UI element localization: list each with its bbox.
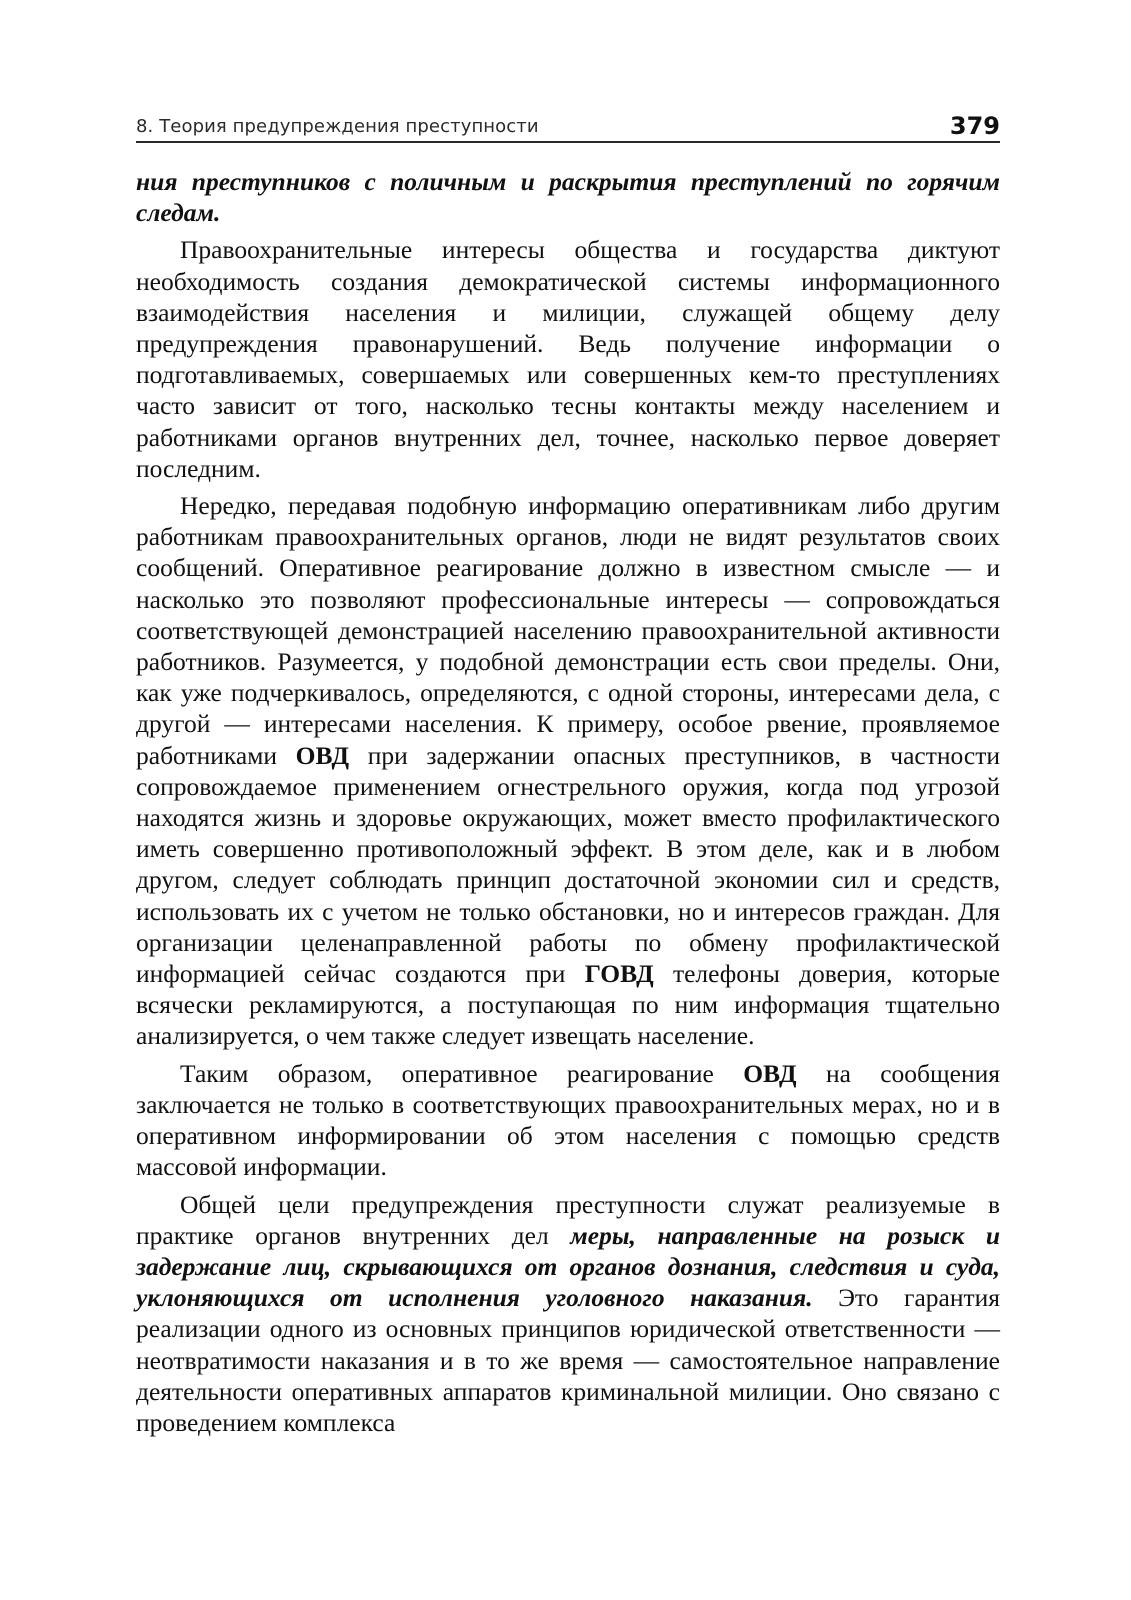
text-segment: при задержании опасных преступников, в частности сопровождаемое применением огнестрельного оружия, когда под угрозой находятся жизнь и здоровье окружающих, может вместо профилактического иметь совершенно противоположный эффект. В этом деле, как и в любом другом, следует соблюдать принцип достаточной экономии сил и средств, использовать их с учетом не только обстановки, но и интересов граждан. Для организации целенаправленной работы по обмену профилактической информацией сейчас создаются при [136, 740, 1001, 989]
text-segment: ОВД [743, 1058, 797, 1088]
chapter-title: 8. Теория предупреждения преступности [136, 116, 539, 137]
text-segment: Таким образом, оперативное реагирование [180, 1058, 744, 1088]
text-segment: телефоны доверия, которые всячески рекламируются, а поступающая по ним информация тщательно анализируется, о чем также следует извещать население. [136, 959, 1000, 1051]
paragraph-2 [136, 234, 1000, 484]
text-segment: на сообщения заключается не только в соответствующих правоохранительных мерах, но и в оперативном информировании об этом населения с помощью средств массовой информации. [136, 1058, 1001, 1182]
text-segment: ния преступников с поличным и раскрытия преступлений по горячим следам. [136, 167, 1000, 228]
header-rule [136, 141, 1000, 143]
page-number: 379 [949, 112, 1000, 140]
paragraph-1 [136, 166, 1000, 228]
text-segment: ОВД [295, 740, 350, 770]
text-segment: ГОВД [584, 959, 654, 989]
text-segment: Нередко, передавая подобную информацию оперативникам либо другим работникам правоохранительных органов, люди не видят результатов своих сообщений. Оперативное реагирование должно в известном смысле — и насколько это позволяют профессиональные интересы — сопровождаться соответствующей демонстрацией населению правоохранительной активности работников. Разумеется, у подобной демонстрации есть свои пределы. Они, как уже подчеркивалось, определяются, с одной стороны, интересами дела, с другой — интересами населения. К примеру, особое рвение, проявляемое работниками [136, 491, 1000, 770]
body-text [136, 166, 1000, 1444]
text-segment: Это гарантия реализации одного из основных принципов юридической ответственности — неотвратимости наказания и в то же время — самостоятельное направление деятельности оперативных аппаратов криминальной милиции. Оно связано с проведением комплекса [136, 1283, 1000, 1437]
text-segment: Общей цели предупреждения преступности служат реализуемые в практике органов внутренних дел [136, 1189, 1000, 1250]
paragraph-3 [136, 490, 1000, 1052]
text-segment: меры, направленные на розыск и задержание лиц, скрывающихся от органов дознания, следствия и суда, уклоняющихся от исполнения уголовного наказания. [136, 1220, 1000, 1313]
paragraph-5 [136, 1189, 1000, 1439]
paragraph-4 [136, 1058, 1000, 1183]
text-segment: Правоохранительные интересы общества и государства диктуют необходимость создания демократической системы информационного взаимодействия населения и милиции, служащей общему делу предупреждения правонарушений. Ведь получение информации о подготавливаемых, совершаемых или совершенных кем-то преступлениях часто зависит от того, насколько тесны контакты между населением и работниками органов внутренних дел, точнее, насколько первое доверяет последним. [136, 235, 1000, 483]
running-head [136, 111, 1000, 143]
